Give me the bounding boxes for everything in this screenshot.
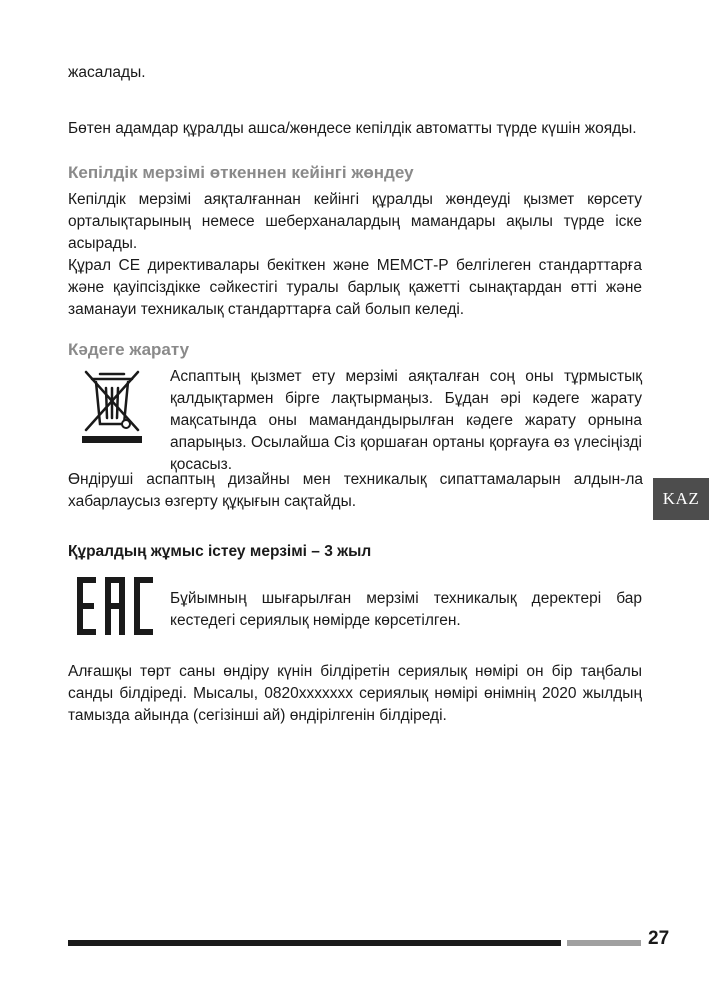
para-warranty-void: Бөтен адамдар құралды ашса/жөндесе кепілдік автоматты түрде күшін жояды. [68,120,637,137]
heading-disposal: Кәдеге жарату [68,340,190,359]
language-tab: KAZ [653,478,709,520]
eac-mark-icon [77,577,153,635]
para-disposal: Аспаптың қызмет ету мерзімі аяқталған соң оны тұрмыстық қалдықтармен бірге лақтырмаңыз. Бұдан әрі кәдеге жарату мақсатында оны мамандандырылған кәдеге жарату орнына апарыңыз. Осылайша Сіз қоршаған ортаны қорғауға өз үлесіңізді қосасыз. [170,368,642,473]
para-serial: Алғашқы төрт саны өндіру күнін білдіретін сериялық нөмірі он бір таңбалы санды білдіреді. Мысалы, 0820xxxxxxx сериялық нөмірі өнімнің 2020 жылдың тамызда айында (сегізінші ай) өндірілгенін білдіреді. [68,663,642,724]
footer-bar-dark [68,940,561,946]
para-manufacturer: Өндіруші аспаптың дизайны мен техникалық сипаттамаларын алдын-ла хабарлаусыз өзгерту құқығын сақтайды. [68,471,643,510]
heading-post-warranty: Кепілдік мерзімі өткеннен кейінгі жөндеу [68,163,414,182]
footer-bar-grey [567,940,641,946]
para-eac: Бұйымның шығарылған мерзімі техникалық деректері бар кестедегі сериялық нөмірде көрсетілген. [170,590,642,629]
page-number: 27 [648,928,670,949]
heading-service-life: Құралдың жұмыс істеу мерзімі – 3 жыл [68,543,372,560]
para-top: жасалады. [68,64,146,81]
crossed-bin-icon [80,366,144,444]
para-post-warranty: Кепілдік мерзімі аяқталғаннан кейінгі құралды жөндеуді қызмет көрсету орталықтарының немесе шеберханалардың мамандары ақылы түрде іске асырады. [68,191,642,252]
para-standards: Құрал CE директивалары бекіткен және МЕМСТ-Р белгілеген стандарттарға және қауіпсіздікке сәйкестігі туралы барлық қажетті сынақтардан өтті және заманауи техникалық стандарттарға сай болып келеді. [68,257,642,318]
